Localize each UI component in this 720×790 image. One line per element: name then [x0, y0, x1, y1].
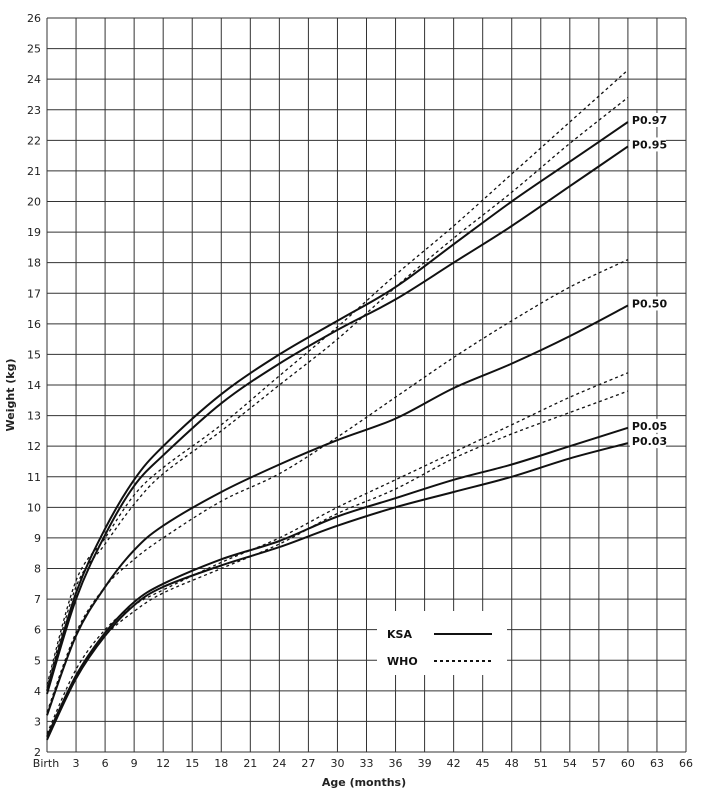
x-tick-label: 21	[243, 757, 258, 770]
y-tick-label: 4	[34, 684, 41, 698]
y-tick-label: 24	[27, 73, 41, 87]
x-tick-label: 60	[620, 757, 635, 770]
y-axis-ticks	[27, 12, 41, 759]
x-tick-label: 18	[214, 757, 229, 770]
x-tick-label: 42	[446, 757, 461, 770]
x-tick-label: 36	[388, 757, 403, 770]
y-tick-label: 11	[27, 470, 41, 484]
x-tick-label: 45	[475, 757, 490, 770]
x-tick-label: 30	[330, 757, 345, 770]
percentile-label: P0.95	[631, 138, 668, 152]
percentile-label: P0.50	[631, 297, 668, 311]
x-tick-label: 33	[359, 757, 374, 770]
y-tick-label: 19	[27, 226, 41, 240]
x-tick-label: 51	[533, 757, 548, 770]
y-tick-label: 20	[27, 195, 41, 209]
y-tick-label: 18	[27, 256, 41, 270]
y-tick-label: 13	[27, 409, 41, 423]
x-tick-label: 57	[591, 757, 606, 770]
x-tick-label: 9	[130, 757, 138, 770]
percentile-label: P0.03	[631, 435, 668, 449]
y-tick-label: 25	[27, 42, 41, 56]
x-tick-label: 48	[504, 757, 519, 770]
y-tick-label: 26	[27, 12, 41, 25]
x-tick-label: 63	[649, 757, 664, 770]
x-axis-title: Age (months)	[321, 776, 407, 789]
y-axis-title: Weight (kg)	[4, 358, 17, 432]
x-tick-label: 27	[301, 757, 316, 770]
x-tick-label: 39	[417, 757, 432, 770]
y-tick-label: 3	[34, 715, 41, 729]
y-tick-label: 2	[34, 746, 41, 759]
x-tick-label: 54	[562, 757, 577, 770]
x-tick-label: 15	[185, 757, 200, 770]
x-tick-label: 3	[72, 757, 80, 770]
y-tick-label: 17	[27, 287, 41, 301]
x-tick-label: 6	[101, 757, 109, 770]
percentile-labels	[630, 113, 668, 448]
legend-label-who: WHO	[387, 655, 418, 668]
y-tick-label: 12	[27, 440, 41, 454]
y-tick-label: 21	[27, 164, 41, 178]
percentile-label: P0.97	[631, 113, 668, 127]
grid	[47, 18, 686, 752]
y-tick-label: 7	[34, 593, 41, 607]
legend	[377, 611, 507, 675]
x-tick-label: Birth	[32, 757, 60, 770]
y-tick-label: 5	[34, 654, 41, 668]
percentile-label: P0.05	[631, 419, 668, 433]
x-axis-ticks	[33, 757, 693, 770]
y-tick-label: 8	[34, 562, 41, 576]
y-tick-label: 14	[27, 379, 41, 392]
x-tick-label: 24	[272, 757, 287, 770]
y-tick-label: 6	[34, 623, 41, 637]
y-tick-label: 23	[27, 103, 41, 117]
x-tick-label: 66	[679, 757, 693, 770]
y-tick-label: 10	[27, 501, 41, 515]
x-tick-label: 12	[156, 757, 171, 770]
y-tick-label: 15	[27, 348, 41, 362]
y-tick-label: 16	[27, 317, 41, 331]
legend-label-ksa: KSA	[387, 628, 412, 641]
y-tick-label: 22	[27, 134, 41, 148]
y-tick-label: 9	[34, 531, 41, 545]
